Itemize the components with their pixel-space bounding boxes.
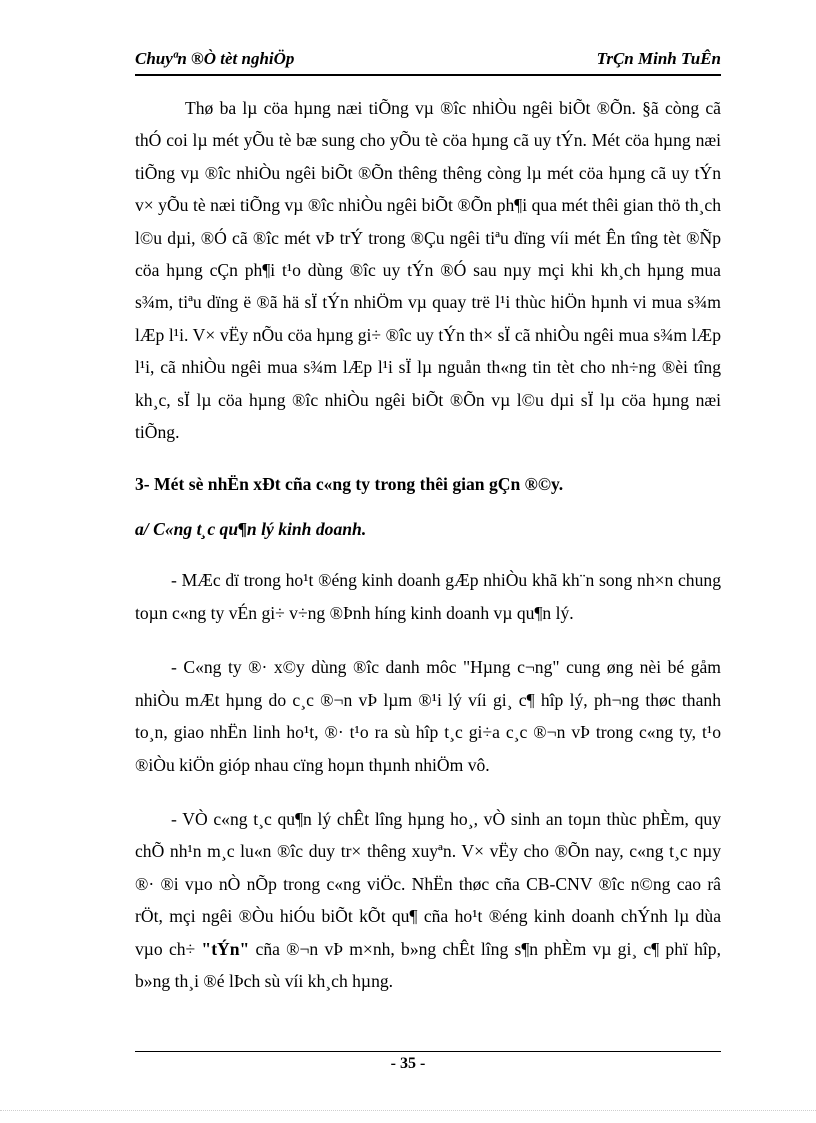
page-number: - 35 - [390,1055,426,1072]
subsection-heading-a: a/ C«ng t¸c qu¶n lý kinh doanh. [135,519,367,540]
bullet-paragraph-2: - C«ng ty ®· x©y dùng ®îc danh môc "Hµng c¬ng" cung øng nèi bé gåm nhiÒu mÆt hµng do c¸c ®¬n vÞ lµm ®¹i lý víi gi¸ c¶ hîp lý, ph¬ng thøc thanh to¸n, giao nhËn linh ho¹t, ®· t¹o ra sù hîp t¸c gi÷a c¸c ®¬n vÞ trong c«ng ty, t¹o ®iÒu kiÖn gióp nhau cïng hoµn thµnh nhiÖm vô. [135,657,721,775]
bullet3-bold-word: "tÝn" [201,938,250,959]
header-thesis-title: Chuyªn ®Ò tèt nghiÖp [135,49,295,68]
paragraph-reputation: Thø ba lµ cöa hµng næi tiÕng vµ ®îc nhiÒu ngêi biÕt ®Õn. §ã còng cã thÓ coi lµ mét yÕu tè bæ sung cho yÕu tè cöa hµng cã uy tÝn. Mét cöa hµng næi tiÕng vµ ®îc nhiÒu ngêi biÕt ®Õn thêng thêng còng lµ mét cöa hµng cã uy tÝn v× yÕu tè næi tiÕng vµ ®îc nhiÒu ngêi biÕt ®Õn ph¶i qua mét thêi gian thö th¸ch l©u dµi, ®Ó cã ®îc mét vÞ trÝ trong ®Çu ngêi tiªu dïng víi mét Ên tîng tèt ®Ñp cöa hµng cÇn ph¶i t¹o dùng ®îc uy tÝn ®Ó sau nµy mçi khi kh¸ch hµng mua s¾m, tiªu dïng ë ®ã hä sÏ tÝn nhiÖm vµ quay trë l¹i thùc hiÖn hµnh vi mua s¾m lÆp l¹i. V× vËy nÕu cöa hµng gi÷ ®îc uy tÝn th× sÏ cã nhiÒu ngêi mua s¾m lÆp l¹i, cã nhiÒu ngêi mua s¾m lÆp l¹i sÏ lµ nguån th«ng tin tèt cho nh÷ng ®èi tîng kh¸c, sÏ lµ cöa hµng ®îc nhiÒu ngêi biÕt ®Õn vµ l©u dµi sÏ lµ cöa hµng næi tiÕng. [135,98,721,443]
header-author-name: TrÇn Minh TuÊn [596,49,721,68]
bullet3-text-end: cña ®¬n vÞ m×nh, b»ng chÊt lîng s¶n phÈm vµ gi¸ c¶ phï hîp, b»ng th¸i ®é lÞch sù víi kh¸ch hµng. [135,938,721,991]
page-body [135,92,721,997]
page-bottom-border [0,1110,816,1111]
section-heading-3: 3- Mét sè nhËn xÐt cña c«ng ty trong thêi gian gÇn ®©y. [135,474,564,495]
page-header [135,46,721,76]
bullet-paragraph-1: - MÆc dï trong ho¹t ®éng kinh doanh gÆp nhiÒu khã kh¨n song nh×n chung toµn c«ng ty vÉn gi÷ v÷ng ®Þnh híng kinh doanh vµ qu¶n lý. [135,570,721,623]
bullet3-text-start: - VÒ c«ng t¸c qu¶n lý chÊt lîng hµng ho¸, vÒ sinh an toµn thùc phÈm, quy chÕ nh¹n m¸c lu«n ®îc duy tr× thêng xuyªn. V× vËy cho ®Õn nay, c«ng t¸c nµy ®· ®i vµo nÒ nÕp trong c«ng viÖc. NhËn thøc cña CB-CNV ®îc n©ng cao râ rÖt, mçi ngêi ®Òu hiÓu biÕt kÕt qu¶ cña ho¹t ®éng kinh doanh chÝnh lµ dùa vµo ch÷ [135,808,721,959]
footer-divider [135,1051,721,1052]
bullet-paragraph-3 [135,803,721,997]
